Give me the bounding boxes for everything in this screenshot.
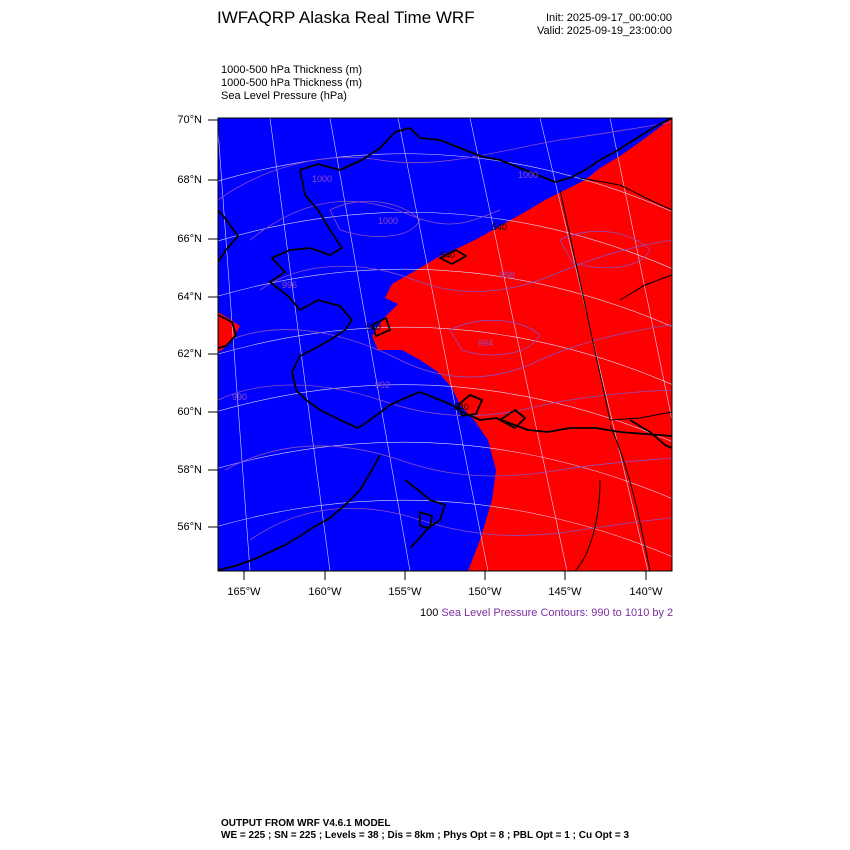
lon-label: 150°W: [468, 586, 502, 598]
contour-label: 540: [492, 222, 508, 232]
map-title: IWFAQRP Alaska Real Time WRF: [217, 8, 475, 27]
contour-label: 996: [282, 280, 298, 290]
lon-label: 160°W: [308, 586, 342, 598]
lon-label: 145°W: [548, 586, 582, 598]
contour-label: 540: [440, 250, 456, 260]
footer-config: WE = 225 ; SN = 225 ; Levels = 38 ; Dis = 8km ; Phys Opt = 8 ; PBL Opt = 1 ; Cu Opt = 3: [221, 830, 630, 841]
lat-label: 64°N: [177, 291, 202, 303]
field-label-thickness-2: 1000-500 hPa Thickness (m): [221, 77, 363, 89]
init-time: Init: 2025-09-17_00:00:00: [546, 12, 672, 24]
field-label-thickness-1: 1000-500 hPa Thickness (m): [221, 64, 363, 76]
contour-info: [420, 607, 673, 619]
footer-model: OUTPUT FROM WRF V4.6.1 MODEL: [221, 818, 391, 829]
contour-label: 998: [500, 270, 516, 280]
contour-label: 994: [478, 338, 494, 348]
lat-label: 70°N: [177, 114, 202, 126]
contour-info-text: Sea Level Pressure Contours: 990 to 1010 by 2: [441, 607, 674, 619]
contour-label: 1000: [312, 174, 333, 184]
contour-label: 992: [375, 380, 391, 390]
contour-label: 1000: [518, 170, 539, 180]
lat-label: 66°N: [177, 233, 202, 245]
contour-info-prefix: 100: [420, 607, 439, 619]
lat-label: 68°N: [177, 174, 202, 186]
lat-label: 56°N: [177, 521, 202, 533]
lat-label: 58°N: [177, 464, 202, 476]
lon-label: 140°W: [629, 586, 663, 598]
lon-label: 165°W: [227, 586, 261, 598]
lat-label: 62°N: [177, 348, 202, 360]
field-label-slp: Sea Level Pressure (hPa): [221, 90, 347, 102]
valid-time: Valid: 2025-09-19_23:00:00: [537, 25, 672, 37]
contour-label: 990: [232, 392, 248, 402]
lon-label: 155°W: [388, 586, 422, 598]
contour-label: 540: [366, 322, 382, 332]
lat-label: 60°N: [177, 406, 202, 418]
contour-label: 540: [454, 402, 470, 412]
contour-label: 1000: [378, 216, 399, 226]
